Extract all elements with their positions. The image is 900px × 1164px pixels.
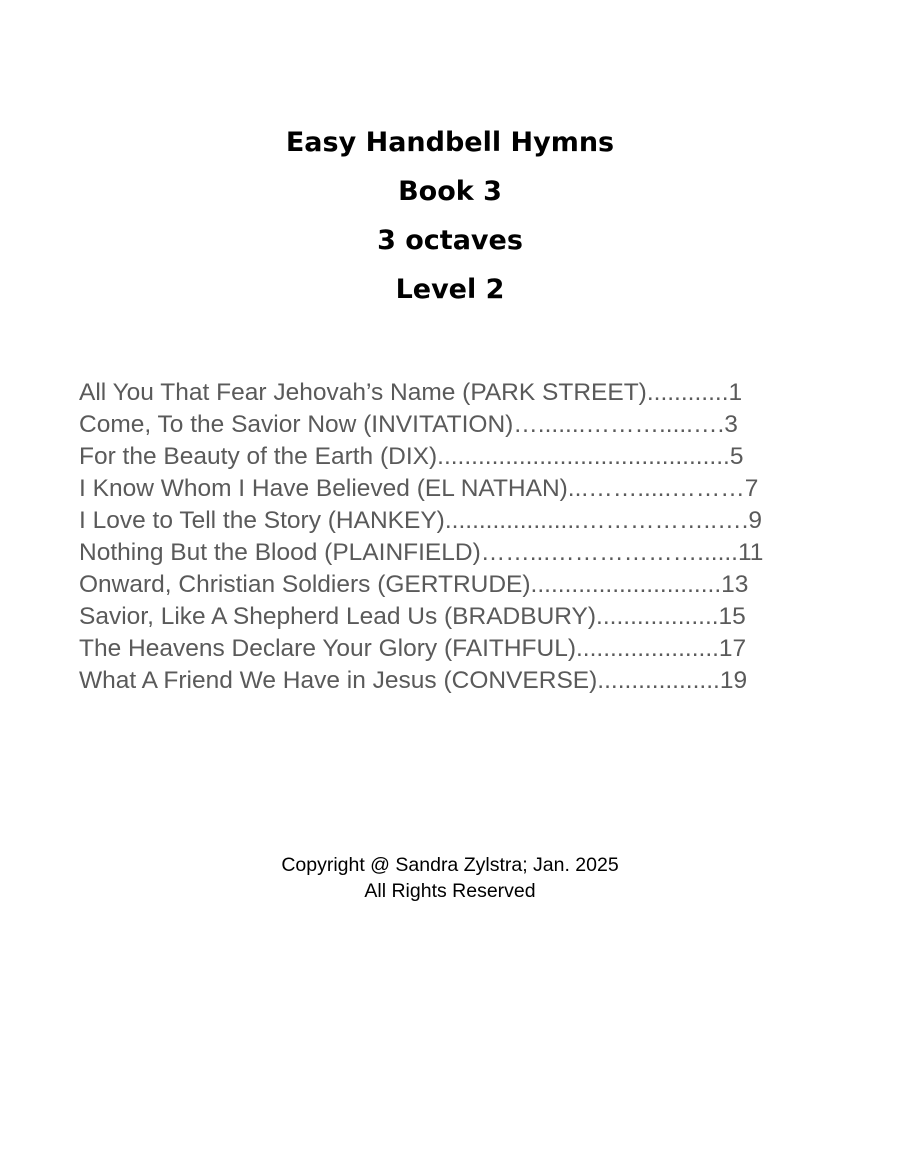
book-title: Easy Handbell Hymns (285, 127, 615, 158)
difficulty-level: Level 2 (395, 274, 505, 305)
toc-entry-park-street: All You That Fear Jehovah’s Name (PARK STREET)............1 (79, 379, 743, 406)
toc-entry-plainfield: Nothing But the Blood (PLAINFIELD)……...………………......11 (79, 539, 764, 566)
toc-entry-gertrude: Onward, Christian Soldiers (GERTRUDE)............................13 (79, 571, 749, 598)
title-block (0, 118, 900, 314)
rights-reserved: All Rights Reserved (364, 880, 536, 902)
octave-range: 3 octaves (377, 225, 523, 256)
book-number: Book 3 (398, 176, 502, 207)
copyright-notice: Copyright @ Sandra Zylstra; Jan. 2025 (281, 854, 619, 876)
toc-entry-bradbury: Savior, Like A Shepherd Lead Us (BRADBURY)..................15 (79, 603, 746, 630)
toc-entry-hankey: I Love to Tell the Story (HANKEY)....................……………..….9 (79, 507, 763, 534)
toc-entry-el-nathan: I Know Whom I Have Believed (EL NATHAN)...…….....………7 (79, 475, 759, 502)
toc-entry-faithful: The Heavens Declare Your Glory (FAITHFUL).....................17 (79, 635, 747, 662)
toc-entry-converse: What A Friend We Have in Jesus (CONVERSE)..................19 (79, 667, 748, 694)
toc-entry-dix: For the Beauty of the Earth (DIX)...........................................5 (79, 443, 744, 470)
copyright-block (0, 852, 900, 904)
toc-entry-invitation: Come, To the Savior Now (INVITATION)….......……….....….3 (79, 411, 738, 438)
table-of-contents (79, 377, 839, 697)
